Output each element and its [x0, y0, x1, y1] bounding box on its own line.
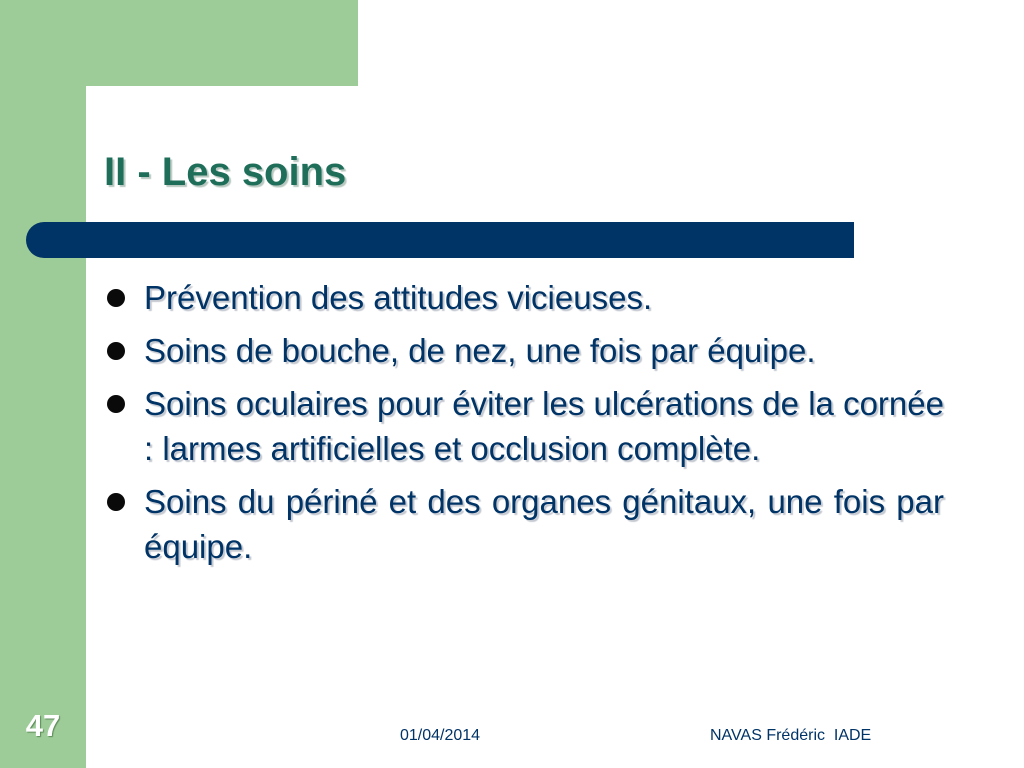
- footer-author: NAVAS Frédéric IADE: [710, 727, 872, 744]
- bullet-dot-icon: [107, 289, 125, 307]
- slide-number: 47: [25, 708, 61, 743]
- bullet-item: [104, 479, 944, 569]
- bullet-dot-icon: [107, 493, 125, 511]
- green-top-band: [0, 0, 358, 86]
- bullet-text: Soins oculaires pour éviter les ulcérations de la cornée : larmes artificielles et occlusion complète.: [144, 385, 944, 467]
- bullet-list: [104, 275, 944, 577]
- bullet-text: Soins du périné et des organes génitaux, une fois par équipe.: [144, 483, 944, 565]
- bullet-text: Prévention des attitudes vicieuses.: [144, 279, 653, 316]
- bullet-item: [104, 275, 944, 320]
- bullet-dot-icon: [107, 342, 125, 360]
- rounded-corner: [86, 86, 146, 146]
- green-side-band: [0, 0, 86, 768]
- slide-title: II - Les soins: [104, 150, 347, 194]
- bullet-item: [104, 381, 944, 471]
- footer-date: 01/04/2014: [400, 727, 481, 744]
- title-underline-bar: [26, 222, 854, 258]
- bullet-dot-icon: [107, 395, 125, 413]
- bullet-item: [104, 328, 944, 373]
- bullet-text: Soins de bouche, de nez, une fois par équipe.: [144, 332, 816, 369]
